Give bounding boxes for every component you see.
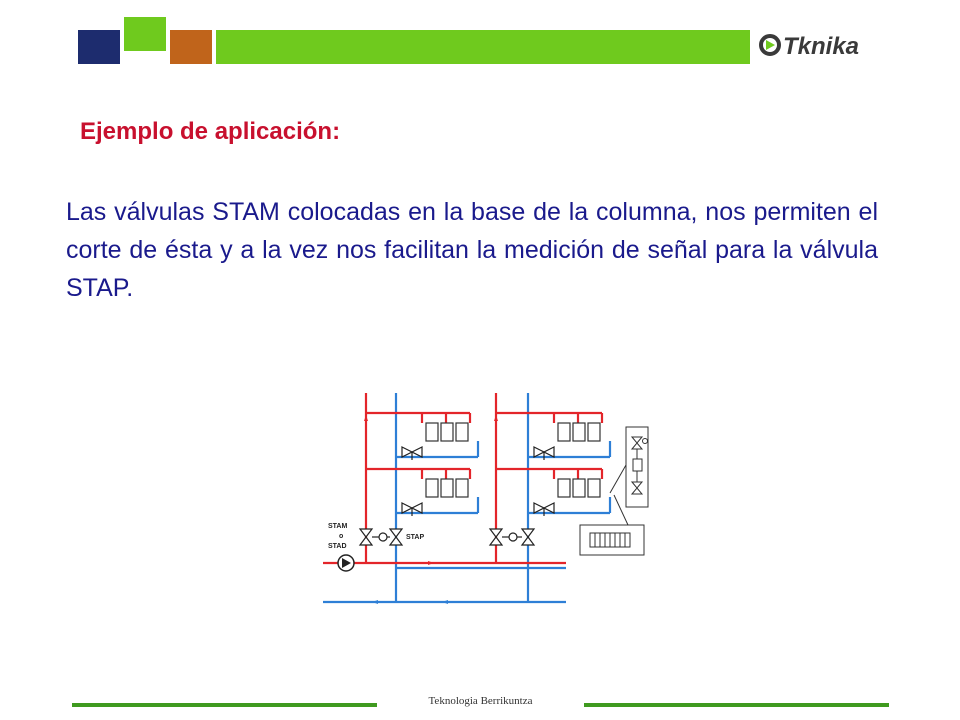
header-square-orange	[170, 30, 212, 64]
pump-icon	[338, 555, 354, 571]
riser-valves	[360, 529, 534, 545]
logo-text: Tknika	[783, 33, 860, 60]
slide-heading: Ejemplo de aplicación:	[80, 118, 341, 145]
footer-line-right	[584, 703, 889, 707]
header-square-navy	[78, 30, 120, 64]
heating-circuit-diagram	[318, 385, 670, 610]
tknika-logo	[756, 28, 896, 62]
label-stad: STAD	[328, 543, 347, 550]
header-square-lime	[124, 17, 166, 51]
label-stam: STAM	[328, 523, 348, 530]
footer-text: Teknologia Berrikuntza	[428, 695, 533, 707]
footer-line-left	[72, 703, 377, 707]
label-o: o	[339, 533, 344, 540]
label-stap: STAP	[406, 534, 425, 541]
radiators	[426, 423, 600, 497]
header-bar	[216, 30, 750, 64]
slide-body-text: Las válvulas STAM colocadas en la base de la columna, nos permiten el corte de ésta y a la vez nos facilitan la medición de señal para la válvula STAP.	[66, 198, 878, 302]
